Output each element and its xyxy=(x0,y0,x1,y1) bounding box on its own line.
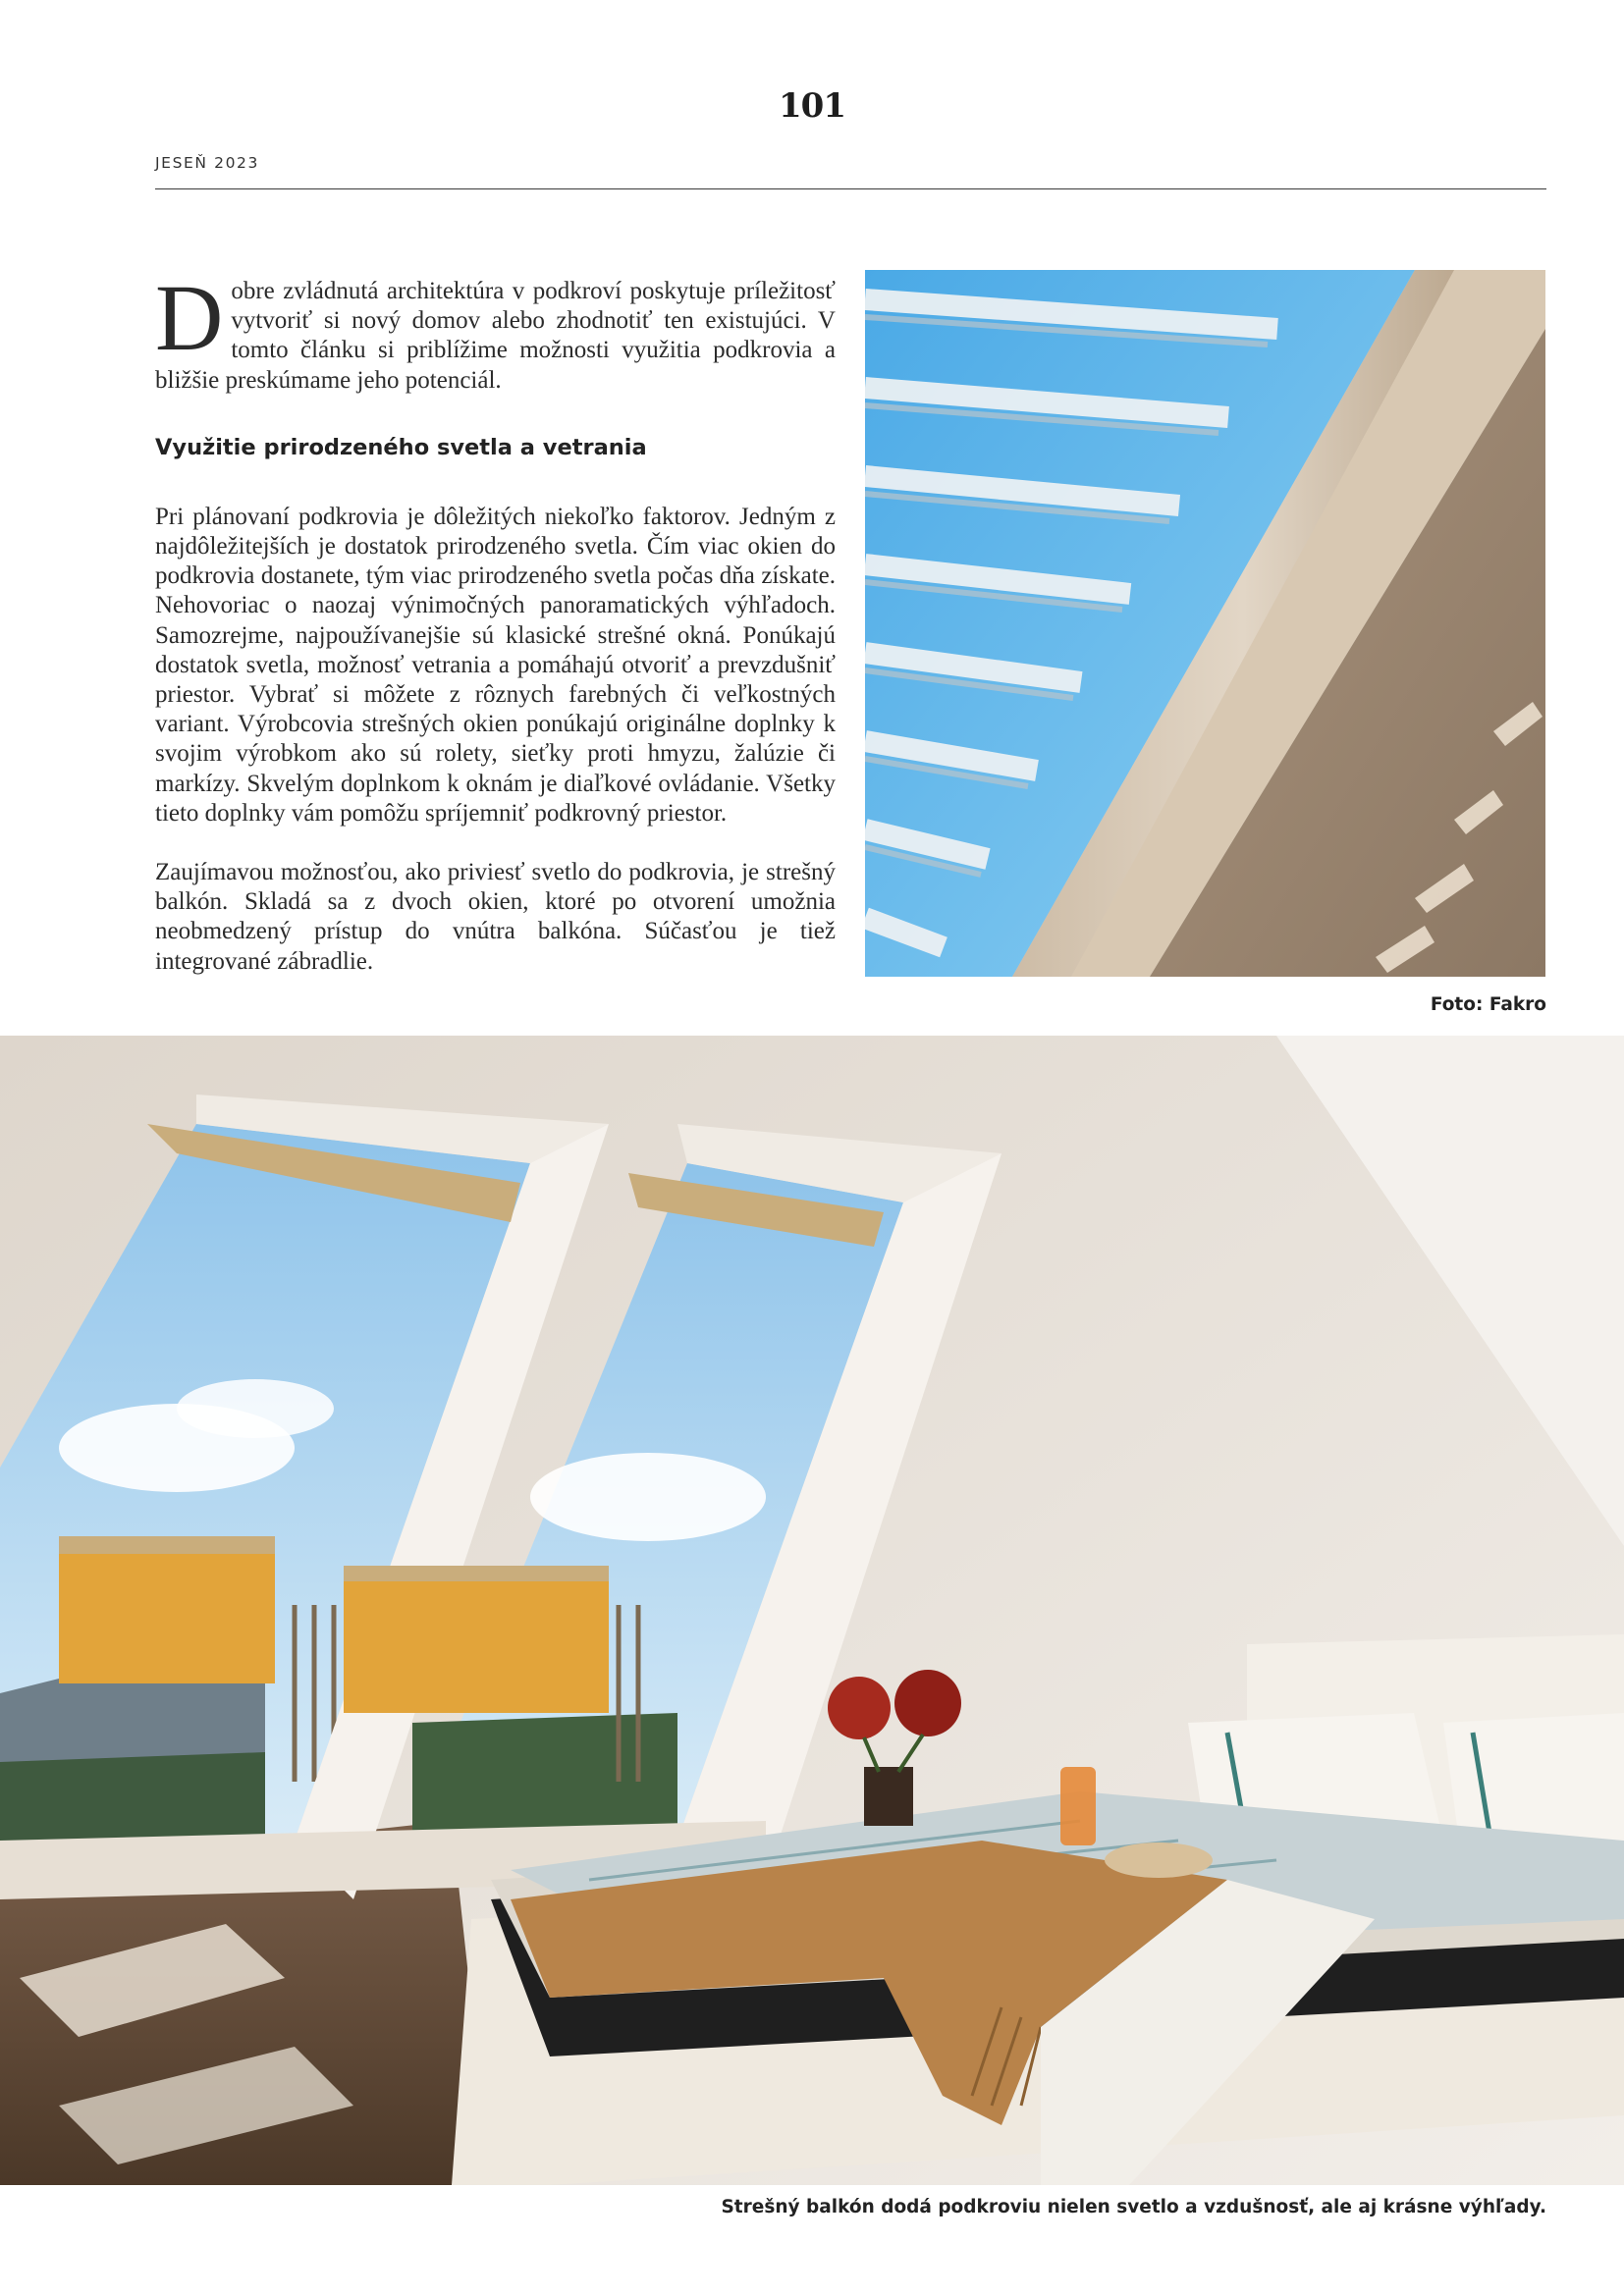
section-heading: Využitie prirodzeného svetla a vetrania xyxy=(155,434,647,460)
drop-cap: D xyxy=(155,265,224,370)
intro-paragraph xyxy=(155,265,836,396)
body-paragraph-2: Zaujímavou možnosťou, ako priviesť svetlo do podkrovia, je strešný balkón. Skladá sa z dvoch okien, ktoré po otvorení umožnia neobmedzený prístup do vnútra balkóna. Súčasťou je tiež integrované zábradlie. xyxy=(155,859,836,975)
roof-window-blinds-photo xyxy=(865,270,1545,977)
intro-text: obre zvládnutá architektúra v podkroví poskytuje príležitosť vytvoriť si nový domov alebo zhodnotiť ten existujúci. V tomto článku si priblížime možnosti využitia podkrovia a bližšie preskúmame jeho potenciál. xyxy=(155,278,836,394)
photo-caption: Strešný balkón dodá podkroviu nielen svetlo a vzdušnosť, ale aj krásne výhľady. xyxy=(721,2197,1546,2217)
body-paragraph-1: Pri plánovaní podkrovia je dôležitých niekoľko faktorov. Jedným z najdôležitejších je dostatok prirodzeného svetla. Čím viac okien do podkrovia dostanete, tým viac prirodzeného svetla počas dňa získate. Nehovoriac o naozaj výnimočných panoramatických výhľadoch. Samozrejme, najpoužívanejšie sú klasické strešné okná. Ponúkajú dostatok svetla, možnosť vetrania a pomáhajú otvoriť a prevzdušniť priestor. Vybrať si môžete z rôznych farebných či veľkostných variant. Výrobcovia strešných okien ponúkajú originálne doplnky k svojim výrobkom ako sú rolety, sieťky proti hmyzu, žalúzie či markízy. Skvelým doplnkom k oknám je diaľkové ovládanie. Všetky tieto doplnky vám pomôžu spríjemniť podkrovný priestor. xyxy=(155,503,836,827)
photo-credit: Foto: Fakro xyxy=(1430,994,1546,1015)
header-divider xyxy=(155,188,1546,189)
attic-bedroom-photo xyxy=(0,1036,1624,2185)
page-number: 101 xyxy=(779,86,845,126)
article-body xyxy=(155,265,836,977)
issue-label: JESEŇ 2023 xyxy=(155,154,259,172)
